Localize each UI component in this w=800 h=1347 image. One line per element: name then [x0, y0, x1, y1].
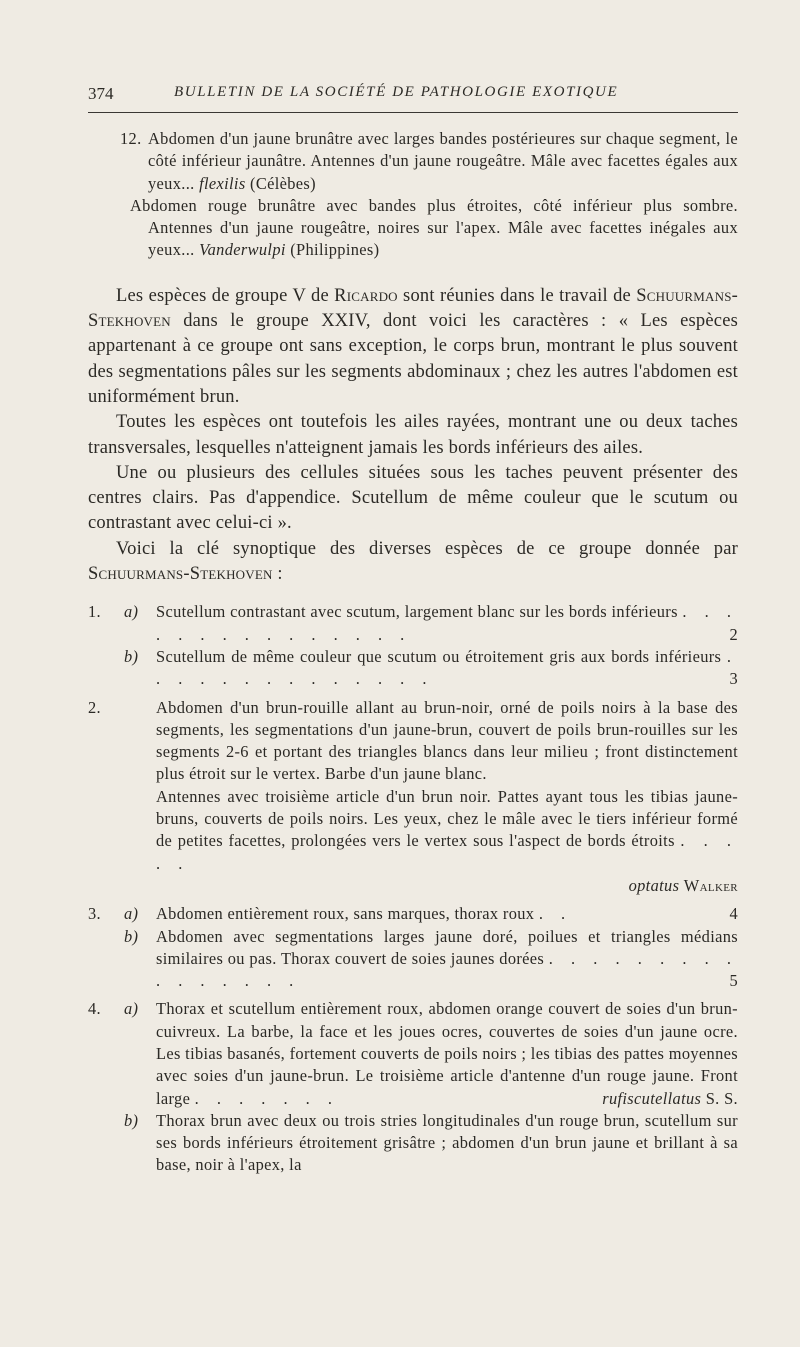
key-letter: a) [124, 904, 139, 924]
author-name: Walker [683, 875, 738, 895]
key-text: Abdomen d'un brun-rouille allant au brun-noir, orné de poils noirs à la base des segments, les segmentations d'un jaune-brun, couvert de poils brun-rouilles sur les segments 2-6 et portant des triangles blancs dans leur milieu ; front distinctement plus étroit sur le vertex. Barbe d'un jaune blanc. [156, 697, 738, 784]
key-3b [88, 926, 738, 993]
key-3a [88, 903, 738, 925]
key-text: Antennes avec troisième article d'un brun noir. Pattes ayant tous les tibias jaune-bruns, couverts de poils noirs. Les yeux, chez le mâle avec le tiers inférieur formé de petites facettes, prolongées vers le vertex sous l'aspect de bords étroits [156, 786, 738, 851]
author-name: Schuurmans-Stekhoven [88, 285, 738, 332]
key-2 [88, 697, 738, 786]
species-name: Vanderwulpi [199, 240, 286, 260]
author-name: Ricardo [334, 285, 398, 306]
key-target: 3 [729, 669, 738, 689]
leader-dots: . . . . . [156, 831, 738, 873]
key-text: Thorax et scutellum entièrement roux, abdomen orange couvert de soies d'un brun-cuivreux. La barbe, la face et les joues ocres, couvertes de soies d'un jaune ocre. Les tibias basanés, fortement couverts de poils noirs ; les tibias des pattes moyennes avec soies d'un jaune-brun. Le troisième article d'antenne d'un rouge jaune. Front large [156, 999, 738, 1108]
key-text: Scutellum contrastant avec scutum, largement blanc sur les bords inférieurs [156, 602, 678, 622]
key-letter: b) [124, 1110, 139, 1130]
key-text: Abdomen entièrement roux, sans marques, thorax roux [156, 904, 535, 924]
key-text: Scutellum de même couleur que scutum ou étroitement gris aux bords inférieurs [156, 646, 722, 666]
page-header [88, 80, 738, 110]
paragraph-4 [88, 537, 738, 588]
key-number: 4. [88, 999, 101, 1019]
key-4a [88, 998, 738, 1109]
key-number: 2. [88, 697, 101, 717]
key-number: 3. [88, 904, 101, 924]
text: sont réunies dans le travail de [403, 285, 631, 306]
key-2-result [88, 875, 738, 897]
leader-dots: . . [538, 904, 573, 924]
leader-dots: . . . . . . . . . . . . . . . . [156, 948, 738, 991]
text: Les espèces de groupe V de [116, 285, 329, 306]
key-text: Abdomen d'un jaune brunâtre avec larges bandes postérieures sur chaque segment, le côté inférieur jaunâtre. Antennes d'un jaune rougeâtre. Mâle avec facettes égales aux yeux... [148, 129, 738, 193]
text: : [277, 564, 283, 585]
header-rule [88, 112, 738, 113]
text: dans le groupe XXIV, dont voici les caractères : « Les espèces appartenant à ce groupe ont sans exception, le corps brun, montrant le plus souvent des segmentations pâles sur les segments abdominaux ; chez les autres l'abdomen est uniformément brun. [88, 311, 739, 407]
page-number: 374 [88, 84, 114, 103]
locality: (Philippines) [290, 240, 380, 260]
key-letter: a) [124, 999, 139, 1019]
species-name: optatus [628, 875, 680, 895]
leader-dots: . . . . . . . . . . . . . . [156, 646, 738, 689]
species-name: flexilis [199, 173, 246, 193]
key-entry-12a [88, 128, 738, 195]
key-letter: b) [124, 646, 139, 666]
key-letter: b) [124, 926, 139, 946]
key-target: 2 [729, 624, 738, 644]
paragraph-1 [88, 284, 738, 410]
key-number: 1. [88, 602, 101, 622]
key-number: 12. [120, 129, 142, 148]
key-text: Abdomen rouge brunâtre avec bandes plus étroites, côté inférieur plus sombre. Antennes d'un jaune rougeâtre, noires sur l'apex. Mâle avec facettes inégales aux yeux... [130, 195, 738, 260]
leader-dots: . . . . . . . [194, 1088, 339, 1108]
key-text: Thorax brun avec deux ou trois stries longitudinales d'un rouge brun, scutellum sur ses bords inférieurs étroitement grisâtre ; abdomen d'un brun jaune et brillant à sa base, noir à l'apex, la [156, 1110, 738, 1175]
locality: (Célèbes) [250, 173, 316, 193]
key-2-cont [88, 786, 738, 875]
paragraph-3: Une ou plusieurs des cellules situées sous les taches peuvent présenter des centres clairs. Pas d'appendice. Scutellum de même couleur que le scutum ou contrastant avec celui-ci ». [88, 462, 738, 534]
key-text: Abdomen avec segmentations larges jaune doré, poilues et triangles médians similaires ou pas. Thorax couvert de soies jaunes dorées [156, 926, 738, 968]
running-title: BULLETIN DE LA SOCIÉTÉ DE PATHOLOGIE EXOTIQUE [174, 84, 619, 100]
paragraph-2: Toutes les espèces ont toutefois les ailes rayées, montrant une ou deux taches transversales, lesquelles n'atteignent jamais les bords inférieurs des ailes. [88, 412, 738, 458]
key-1a [88, 601, 738, 646]
key-letter: a) [124, 602, 139, 622]
text: Voici la clé synoptique des diverses espèces de ce groupe donnée par [116, 538, 738, 559]
key-1b [88, 646, 738, 691]
key-target: 5 [729, 971, 738, 991]
key-target: 4 [729, 904, 738, 924]
key-4b [88, 1110, 738, 1177]
leader-dots: . . . . . . . . . . . . . . . [156, 602, 738, 644]
synoptic-key [88, 601, 738, 1176]
author-name: Schuurmans-Stekhoven [88, 564, 273, 585]
species-name: rufiscutellatus [602, 1088, 702, 1108]
key-entry-12b [88, 195, 738, 262]
page-body [88, 128, 738, 1177]
author-name: S. S. [705, 1088, 738, 1108]
